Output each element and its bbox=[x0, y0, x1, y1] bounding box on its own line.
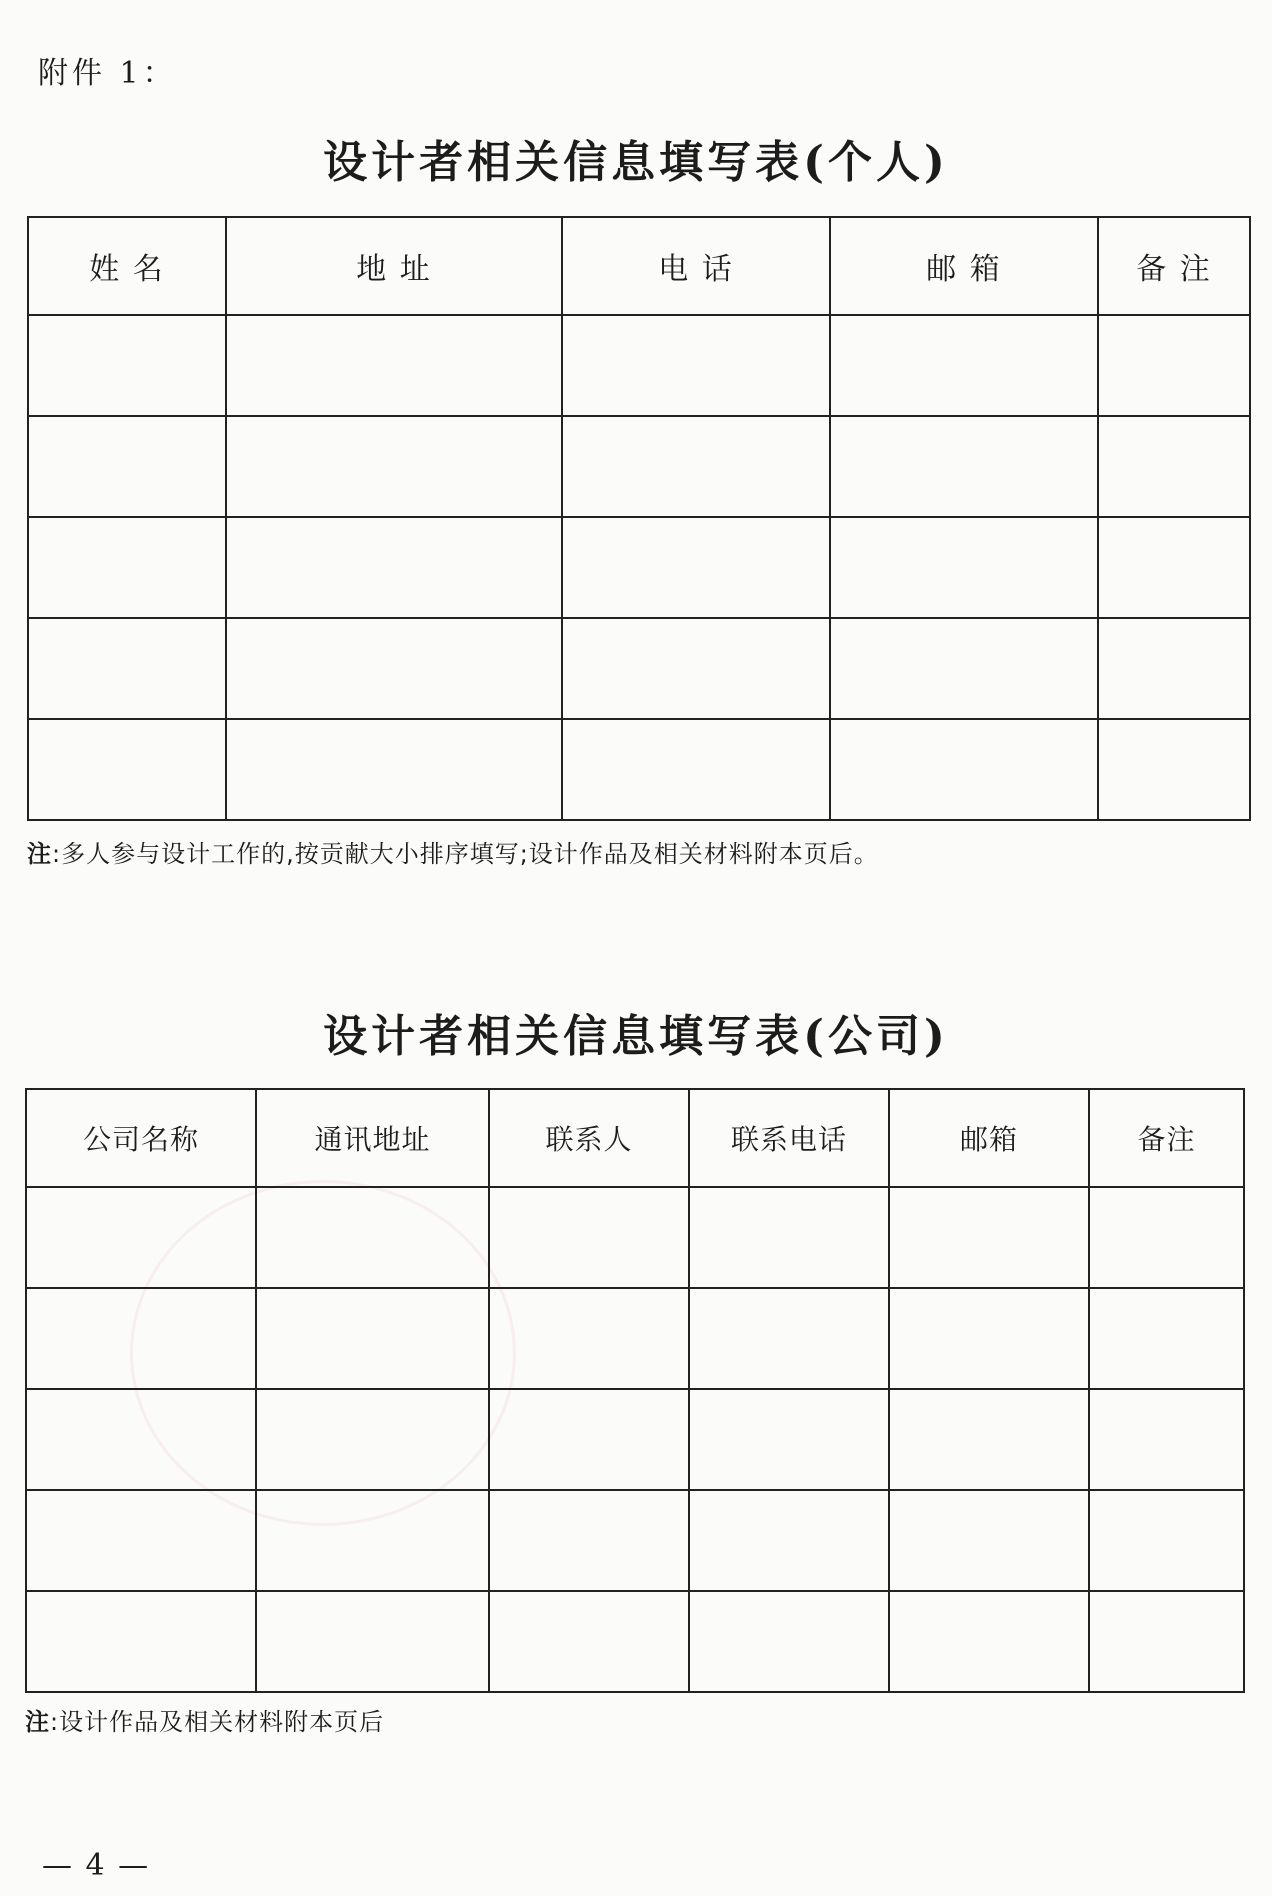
cell-contact-person[interactable] bbox=[489, 1288, 689, 1389]
table-header-row bbox=[28, 217, 1250, 315]
personal-form-note bbox=[27, 834, 879, 869]
cell-name[interactable] bbox=[28, 618, 226, 719]
cell-email[interactable] bbox=[830, 517, 1098, 618]
cell-contact-phone[interactable] bbox=[689, 1288, 889, 1389]
cell-mailing-address[interactable] bbox=[256, 1490, 489, 1591]
page-number: — 4 — bbox=[42, 1848, 151, 1883]
table-row bbox=[26, 1490, 1244, 1591]
cell-remarks[interactable] bbox=[1098, 416, 1250, 517]
table-header-row bbox=[26, 1089, 1244, 1187]
table-row bbox=[26, 1187, 1244, 1288]
cell-email[interactable] bbox=[830, 315, 1098, 416]
cell-name[interactable] bbox=[28, 719, 226, 820]
table-row bbox=[28, 315, 1250, 416]
cell-contact-phone[interactable] bbox=[689, 1490, 889, 1591]
note-text: :设计作品及相关材料附本页后 bbox=[50, 1708, 385, 1736]
header-phone: 电 话 bbox=[562, 217, 830, 315]
table-row bbox=[28, 416, 1250, 517]
cell-email[interactable] bbox=[889, 1187, 1089, 1288]
cell-company-name[interactable] bbox=[26, 1187, 256, 1288]
cell-name[interactable] bbox=[28, 315, 226, 416]
cell-contact-person[interactable] bbox=[489, 1389, 689, 1490]
table-row bbox=[26, 1591, 1244, 1692]
table-row bbox=[26, 1288, 1244, 1389]
cell-contact-phone[interactable] bbox=[689, 1591, 889, 1692]
table-row bbox=[28, 517, 1250, 618]
cell-address[interactable] bbox=[226, 618, 562, 719]
header-contact-person: 联系人 bbox=[489, 1089, 689, 1187]
cell-contact-person[interactable] bbox=[489, 1591, 689, 1692]
header-contact-phone: 联系电话 bbox=[689, 1089, 889, 1187]
cell-company-name[interactable] bbox=[26, 1389, 256, 1490]
cell-remarks[interactable] bbox=[1089, 1288, 1244, 1389]
cell-phone[interactable] bbox=[562, 517, 830, 618]
cell-company-name[interactable] bbox=[26, 1490, 256, 1591]
cell-remarks[interactable] bbox=[1089, 1389, 1244, 1490]
cell-mailing-address[interactable] bbox=[256, 1591, 489, 1692]
attachment-label: 附件 1： bbox=[38, 56, 177, 91]
header-remarks: 备注 bbox=[1089, 1089, 1244, 1187]
cell-mailing-address[interactable] bbox=[256, 1389, 489, 1490]
header-mailing-address: 通讯地址 bbox=[256, 1089, 489, 1187]
cell-address[interactable] bbox=[226, 315, 562, 416]
note-prefix: 注 bbox=[27, 840, 52, 868]
cell-phone[interactable] bbox=[562, 416, 830, 517]
cell-phone[interactable] bbox=[562, 618, 830, 719]
company-form-note bbox=[25, 1702, 384, 1737]
cell-address[interactable] bbox=[226, 517, 562, 618]
personal-info-table bbox=[27, 216, 1251, 821]
cell-email[interactable] bbox=[830, 416, 1098, 517]
cell-contact-phone[interactable] bbox=[689, 1389, 889, 1490]
header-company-name: 公司名称 bbox=[26, 1089, 256, 1187]
company-info-table bbox=[25, 1088, 1245, 1693]
cell-contact-person[interactable] bbox=[489, 1187, 689, 1288]
header-name: 姓 名 bbox=[28, 217, 226, 315]
cell-mailing-address[interactable] bbox=[256, 1288, 489, 1389]
table-row bbox=[28, 719, 1250, 820]
cell-remarks[interactable] bbox=[1089, 1591, 1244, 1692]
cell-remarks[interactable] bbox=[1089, 1187, 1244, 1288]
cell-company-name[interactable] bbox=[26, 1288, 256, 1389]
cell-email[interactable] bbox=[889, 1591, 1089, 1692]
cell-remarks[interactable] bbox=[1089, 1490, 1244, 1591]
note-text: :多人参与设计工作的,按贡献大小排序填写;设计作品及相关材料附本页后。 bbox=[52, 840, 879, 868]
table-row bbox=[26, 1389, 1244, 1490]
cell-phone[interactable] bbox=[562, 315, 830, 416]
cell-address[interactable] bbox=[226, 719, 562, 820]
cell-email[interactable] bbox=[830, 618, 1098, 719]
cell-email[interactable] bbox=[889, 1288, 1089, 1389]
cell-email[interactable] bbox=[830, 719, 1098, 820]
cell-contact-phone[interactable] bbox=[689, 1187, 889, 1288]
table-row bbox=[28, 618, 1250, 719]
header-remarks: 备 注 bbox=[1098, 217, 1250, 315]
cell-address[interactable] bbox=[226, 416, 562, 517]
note-prefix: 注 bbox=[25, 1708, 50, 1736]
cell-remarks[interactable] bbox=[1098, 315, 1250, 416]
header-email: 邮 箱 bbox=[830, 217, 1098, 315]
cell-remarks[interactable] bbox=[1098, 618, 1250, 719]
cell-contact-person[interactable] bbox=[489, 1490, 689, 1591]
cell-remarks[interactable] bbox=[1098, 517, 1250, 618]
cell-email[interactable] bbox=[889, 1389, 1089, 1490]
cell-phone[interactable] bbox=[562, 719, 830, 820]
cell-name[interactable] bbox=[28, 416, 226, 517]
cell-mailing-address[interactable] bbox=[256, 1187, 489, 1288]
header-email: 邮箱 bbox=[889, 1089, 1089, 1187]
company-form-title: 设计者相关信息填写表(公司) bbox=[323, 1011, 949, 1062]
cell-name[interactable] bbox=[28, 517, 226, 618]
cell-company-name[interactable] bbox=[26, 1591, 256, 1692]
cell-remarks[interactable] bbox=[1098, 719, 1250, 820]
header-address: 地 址 bbox=[226, 217, 562, 315]
personal-form-title: 设计者相关信息填写表(个人) bbox=[323, 137, 949, 188]
cell-email[interactable] bbox=[889, 1490, 1089, 1591]
